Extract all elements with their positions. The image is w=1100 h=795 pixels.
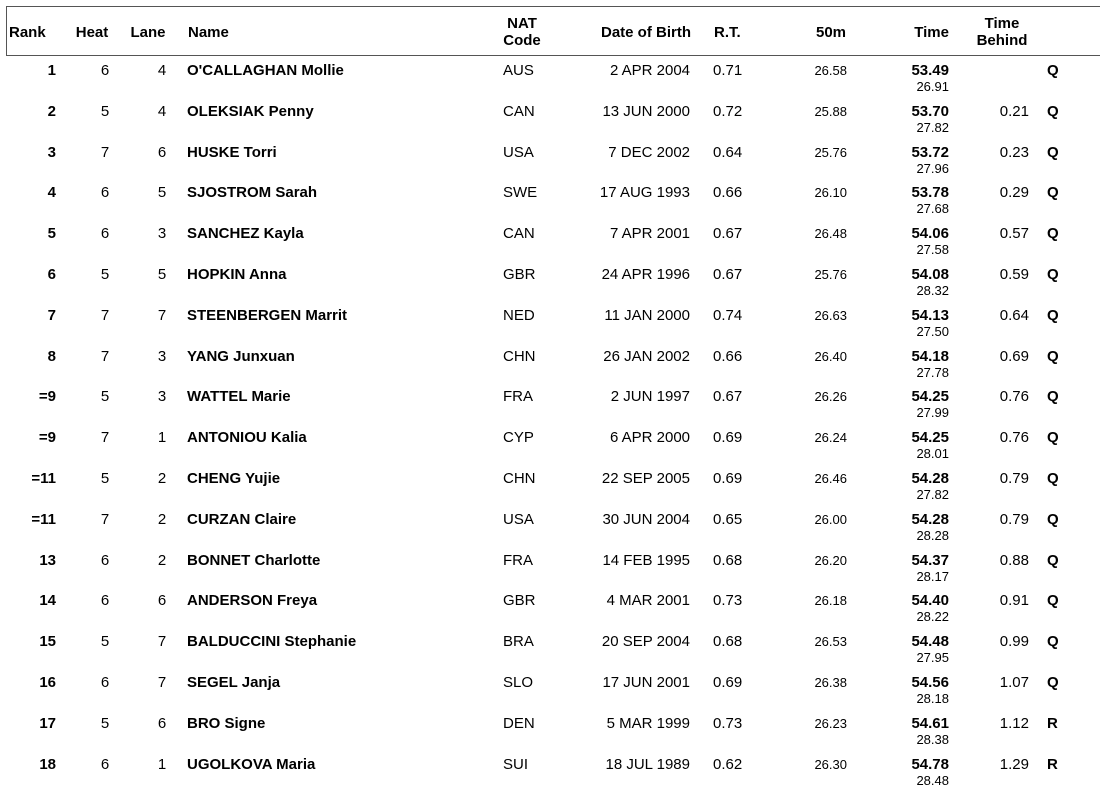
reaction-time-cell: 0.73 [713, 714, 743, 732]
athlete-name-cell: O'CALLAGHAN Mollie [187, 62, 344, 79]
athlete-name-cell: ANTONIOU Kalia [187, 429, 307, 447]
heat-cell: 5 [100, 714, 110, 732]
time-behind-cell: 1.29 [999, 755, 1029, 773]
lane-cell: 4 [157, 102, 167, 120]
second-lap-split-cell: 27.82 [916, 119, 949, 135]
rank-cell: =11 [31, 510, 56, 528]
split-50m-cell: 26.26 [814, 389, 847, 405]
lane-cell: 2 [157, 510, 167, 528]
lane-cell: 1 [157, 755, 167, 773]
table-row [0, 61, 1100, 102]
header-time: Time [914, 23, 949, 41]
date-of-birth-cell: 17 JUN 2001 [602, 673, 690, 691]
split-50m-cell: 26.20 [814, 552, 847, 568]
heat-cell: 7 [100, 143, 110, 161]
heat-cell: 6 [100, 225, 110, 243]
lane-cell: 5 [157, 184, 167, 202]
nat-code-cell: CAN [503, 102, 535, 120]
second-lap-split-cell: 27.68 [916, 201, 949, 217]
lane-cell: 3 [157, 225, 167, 243]
table-row [0, 387, 1100, 428]
date-of-birth-cell: 13 JUN 2000 [602, 102, 690, 120]
qualification-mark-cell: Q [1047, 551, 1059, 569]
lane-cell: 6 [157, 143, 167, 161]
second-lap-split-cell: 28.18 [916, 690, 949, 706]
table-row [0, 265, 1100, 306]
athlete-name-cell: ANDERSON Freya [187, 592, 318, 610]
heat-cell: 5 [100, 265, 110, 283]
reaction-time-cell: 0.67 [713, 265, 743, 283]
athlete-name-cell: SJOSTROM Sarah [187, 184, 318, 202]
qualification-mark-cell: Q [1047, 510, 1059, 528]
date-of-birth-cell: 7 DEC 2002 [608, 143, 690, 161]
time-behind-cell: 1.12 [999, 714, 1029, 732]
qualification-mark-cell: Q [1047, 102, 1059, 120]
second-lap-split-cell: 28.28 [916, 527, 949, 543]
reaction-time-cell: 0.67 [713, 225, 743, 243]
nat-code-cell: NED [503, 306, 535, 324]
athlete-name-cell: HOPKIN Anna [187, 265, 287, 283]
rank-cell: 5 [47, 225, 56, 243]
final-time-cell: 54.08 [911, 265, 949, 283]
athlete-name-cell: SEGEL Janja [187, 673, 281, 691]
qualification-mark-cell: Q [1047, 225, 1059, 243]
nat-code-cell: AUS [503, 62, 534, 79]
split-50m-cell: 25.88 [814, 103, 847, 119]
split-50m-cell: 26.30 [814, 756, 847, 772]
time-behind-cell: 0.57 [999, 225, 1029, 243]
final-time-cell: 54.06 [911, 225, 949, 243]
reaction-time-cell: 0.74 [713, 306, 743, 324]
athlete-name-cell: CURZAN Claire [187, 510, 297, 528]
split-50m-cell: 26.46 [814, 470, 847, 486]
header-nat-line1: NAT [507, 15, 537, 32]
lane-cell: 7 [157, 306, 167, 324]
results-table-header [6, 6, 1100, 56]
split-50m-cell: 26.40 [814, 348, 847, 364]
split-50m-cell: 25.76 [814, 266, 847, 282]
table-row [0, 306, 1100, 347]
date-of-birth-cell: 14 FEB 1995 [602, 551, 690, 569]
reaction-time-cell: 0.65 [713, 510, 743, 528]
reaction-time-cell: 0.68 [713, 633, 743, 651]
header-rt: R.T. [714, 23, 741, 41]
split-50m-cell: 26.38 [814, 674, 847, 690]
table-row [0, 428, 1100, 469]
athlete-name-cell: BRO Signe [187, 714, 266, 732]
qualification-mark-cell: Q [1047, 265, 1059, 283]
split-50m-cell: 26.48 [814, 226, 847, 242]
heat-cell: 7 [100, 347, 110, 365]
heat-cell: 5 [100, 633, 110, 651]
nat-code-cell: SUI [503, 755, 529, 773]
split-50m-cell: 26.58 [814, 63, 847, 78]
split-50m-cell: 26.23 [814, 715, 847, 731]
heat-cell: 5 [100, 102, 110, 120]
lane-cell: 6 [157, 714, 167, 732]
date-of-birth-cell: 5 MAR 1999 [606, 714, 690, 732]
final-time-cell: 54.28 [911, 510, 949, 528]
second-lap-split-cell: 26.91 [916, 79, 949, 94]
lane-cell: 1 [157, 429, 167, 447]
time-behind-cell: 0.76 [999, 429, 1029, 447]
heat-cell: 6 [100, 592, 110, 610]
nat-code-cell: CHN [503, 469, 536, 487]
header-heat: Heat [75, 23, 109, 41]
second-lap-split-cell: 27.99 [916, 405, 949, 421]
rank-cell: 17 [39, 714, 56, 732]
rank-cell: 15 [39, 633, 56, 651]
lane-cell: 3 [157, 388, 167, 406]
reaction-time-cell: 0.67 [713, 388, 743, 406]
table-row [0, 347, 1100, 388]
nat-code-cell: CYP [503, 429, 534, 447]
heat-cell: 5 [100, 469, 110, 487]
nat-code-cell: USA [503, 510, 534, 528]
date-of-birth-cell: 17 AUG 1993 [599, 184, 690, 202]
time-behind-cell: 0.79 [999, 469, 1029, 487]
heat-cell: 7 [100, 306, 110, 324]
reaction-time-cell: 0.72 [713, 102, 743, 120]
final-time-cell: 54.56 [911, 673, 949, 691]
qualification-mark-cell: Q [1047, 143, 1059, 161]
rank-cell: 13 [39, 551, 56, 569]
rank-cell: 2 [47, 102, 56, 120]
heat-cell: 6 [100, 755, 110, 773]
qualification-mark-cell: Q [1047, 388, 1059, 406]
date-of-birth-cell: 30 JUN 2004 [602, 510, 690, 528]
time-behind-cell: 1.07 [999, 673, 1029, 691]
nat-code-cell: SLO [503, 673, 534, 691]
final-time-cell: 54.37 [911, 551, 949, 569]
lane-cell: 2 [157, 551, 167, 569]
time-behind-cell: 0.64 [999, 306, 1029, 324]
date-of-birth-cell: 26 JAN 2002 [603, 347, 690, 365]
reaction-time-cell: 0.62 [713, 755, 743, 773]
reaction-time-cell: 0.66 [713, 347, 743, 365]
split-50m-cell: 26.63 [814, 307, 847, 323]
qualification-mark-cell: Q [1047, 633, 1059, 651]
lane-cell: 7 [157, 633, 167, 651]
header-lane: Lane [130, 23, 166, 41]
final-time-cell: 54.78 [911, 755, 949, 773]
table-row [0, 591, 1100, 632]
heat-cell: 6 [100, 184, 110, 202]
athlete-name-cell: YANG Junxuan [187, 347, 295, 365]
table-row [0, 224, 1100, 265]
table-row [0, 102, 1100, 143]
table-row [0, 183, 1100, 224]
header-behind-line2: Behind [976, 32, 1028, 49]
athlete-name-cell: BONNET Charlotte [187, 551, 321, 569]
second-lap-split-cell: 27.78 [916, 364, 949, 380]
split-50m-cell: 26.53 [814, 634, 847, 650]
reaction-time-cell: 0.73 [713, 592, 743, 610]
nat-code-cell: CHN [503, 347, 536, 365]
table-row [0, 632, 1100, 673]
nat-code-cell: USA [503, 143, 534, 161]
final-time-cell: 54.25 [911, 429, 949, 447]
time-behind-cell: 0.76 [999, 388, 1029, 406]
table-row [0, 510, 1100, 551]
header-nat-code [497, 7, 547, 57]
rank-cell: 1 [47, 62, 56, 79]
final-time-cell: 54.18 [911, 347, 949, 365]
lane-cell: 6 [157, 592, 167, 610]
lane-cell: 5 [157, 265, 167, 283]
rank-cell: 8 [47, 347, 56, 365]
split-50m-cell: 25.76 [814, 144, 847, 160]
table-row [0, 469, 1100, 510]
date-of-birth-cell: 6 APR 2000 [609, 429, 690, 447]
rank-cell: 4 [47, 184, 56, 202]
second-lap-split-cell: 27.50 [916, 323, 949, 339]
nat-code-cell: DEN [503, 714, 535, 732]
time-behind-cell: 0.79 [999, 510, 1029, 528]
date-of-birth-cell: 7 APR 2001 [609, 225, 690, 243]
header-rank: Rank [9, 23, 46, 41]
final-time-cell: 54.13 [911, 306, 949, 324]
heat-cell: 7 [100, 429, 110, 447]
athlete-name-cell: BALDUCCINI Stephanie [187, 633, 357, 651]
athlete-name-cell: CHENG Yujie [187, 469, 281, 487]
split-50m-cell: 26.18 [814, 593, 847, 609]
second-lap-split-cell: 28.38 [916, 731, 949, 747]
reaction-time-cell: 0.64 [713, 143, 743, 161]
rank-cell: 16 [39, 673, 56, 691]
results-table-body [0, 61, 1100, 795]
rank-cell: =9 [38, 388, 56, 406]
qualification-mark-cell: R [1047, 714, 1058, 732]
qualification-mark-cell: R [1047, 755, 1058, 773]
date-of-birth-cell: 24 APR 1996 [601, 265, 690, 283]
lane-cell: 4 [157, 62, 167, 79]
final-time-cell: 53.70 [911, 102, 949, 120]
nat-code-cell: FRA [503, 551, 533, 569]
qualification-mark-cell: Q [1047, 469, 1059, 487]
lane-cell: 7 [157, 673, 167, 691]
header-behind-line1: Time [984, 15, 1020, 32]
final-time-cell: 54.25 [911, 388, 949, 406]
table-row [0, 755, 1100, 795]
reaction-time-cell: 0.68 [713, 551, 743, 569]
time-behind-cell: 0.23 [999, 143, 1029, 161]
final-time-cell: 53.78 [911, 184, 949, 202]
reaction-time-cell: 0.69 [713, 673, 743, 691]
date-of-birth-cell: 20 SEP 2004 [601, 633, 690, 651]
qualification-mark-cell: Q [1047, 592, 1059, 610]
rank-cell: =9 [38, 429, 56, 447]
time-behind-cell: 0.88 [999, 551, 1029, 569]
second-lap-split-cell: 28.01 [916, 446, 949, 462]
rank-cell: =11 [31, 469, 56, 487]
date-of-birth-cell: 2 JUN 1997 [610, 388, 690, 406]
header-time-behind [970, 7, 1034, 57]
second-lap-split-cell: 27.96 [916, 160, 949, 176]
second-lap-split-cell: 28.48 [916, 772, 949, 788]
reaction-time-cell: 0.69 [713, 429, 743, 447]
nat-code-cell: CAN [503, 225, 535, 243]
final-time-cell: 54.28 [911, 469, 949, 487]
split-50m-cell: 26.24 [814, 430, 847, 446]
heat-cell: 5 [100, 388, 110, 406]
time-behind-cell: 0.29 [999, 184, 1029, 202]
nat-code-cell: FRA [503, 388, 533, 406]
nat-code-cell: GBR [503, 265, 536, 283]
final-time-cell: 54.61 [911, 714, 949, 732]
split-50m-cell: 26.00 [814, 511, 847, 527]
reaction-time-cell: 0.71 [713, 62, 743, 79]
date-of-birth-cell: 18 JUL 1989 [605, 755, 690, 773]
table-row [0, 551, 1100, 592]
reaction-time-cell: 0.66 [713, 184, 743, 202]
time-behind-cell: 0.91 [999, 592, 1029, 610]
second-lap-split-cell: 27.95 [916, 650, 949, 666]
second-lap-split-cell: 28.17 [916, 568, 949, 584]
lane-cell: 3 [157, 347, 167, 365]
date-of-birth-cell: 2 APR 2004 [609, 62, 690, 79]
heat-cell: 6 [100, 551, 110, 569]
reaction-time-cell: 0.69 [713, 469, 743, 487]
nat-code-cell: GBR [503, 592, 536, 610]
second-lap-split-cell: 28.32 [916, 282, 949, 298]
athlete-name-cell: UGOLKOVA Maria [187, 755, 316, 773]
heat-cell: 7 [100, 510, 110, 528]
date-of-birth-cell: 11 JAN 2000 [604, 306, 690, 324]
table-row [0, 673, 1100, 714]
qualification-mark-cell: Q [1047, 306, 1059, 324]
header-split: 50m [815, 23, 847, 41]
lane-cell: 2 [157, 469, 167, 487]
qualification-mark-cell: Q [1047, 347, 1059, 365]
athlete-name-cell: OLEKSIAK Penny [187, 102, 314, 120]
rank-cell: 18 [39, 755, 56, 773]
table-row [0, 143, 1100, 184]
athlete-name-cell: SANCHEZ Kayla [187, 225, 304, 243]
rank-cell: 14 [39, 592, 56, 610]
final-time-cell: 54.40 [911, 592, 949, 610]
nat-code-cell: SWE [503, 184, 538, 202]
time-behind-cell: 0.21 [999, 102, 1029, 120]
final-time-cell: 54.48 [911, 633, 949, 651]
heat-cell: 6 [100, 62, 110, 79]
rank-cell: 3 [47, 143, 56, 161]
date-of-birth-cell: 4 MAR 2001 [606, 592, 690, 610]
time-behind-cell: 0.69 [999, 347, 1029, 365]
heat-cell: 6 [100, 673, 110, 691]
second-lap-split-cell: 27.82 [916, 486, 949, 502]
athlete-name-cell: HUSKE Torri [187, 143, 277, 161]
final-time-cell: 53.49 [911, 62, 949, 79]
time-behind-cell: 0.59 [999, 265, 1029, 283]
qualification-mark-cell: Q [1047, 429, 1059, 447]
table-row [0, 714, 1100, 755]
qualification-mark-cell: Q [1047, 673, 1059, 691]
date-of-birth-cell: 22 SEP 2005 [601, 469, 690, 487]
header-nat-line2: Code [503, 32, 541, 49]
rank-cell: 6 [47, 265, 56, 283]
qualification-mark-cell: Q [1047, 62, 1059, 79]
athlete-name-cell: STEENBERGEN Marrit [187, 306, 348, 324]
second-lap-split-cell: 27.58 [916, 242, 949, 258]
qualification-mark-cell: Q [1047, 184, 1059, 202]
split-50m-cell: 26.10 [814, 185, 847, 201]
header-name: Name [188, 23, 229, 41]
header-dob: Date of Birth [601, 23, 691, 41]
time-behind-cell [970, 61, 1029, 81]
final-time-cell: 53.72 [911, 143, 949, 161]
nat-code-cell: BRA [503, 633, 534, 651]
athlete-name-cell: WATTEL Marie [187, 388, 291, 406]
rank-cell: 7 [47, 306, 56, 324]
second-lap-split-cell: 28.22 [916, 609, 949, 625]
time-behind-cell: 0.99 [999, 633, 1029, 651]
